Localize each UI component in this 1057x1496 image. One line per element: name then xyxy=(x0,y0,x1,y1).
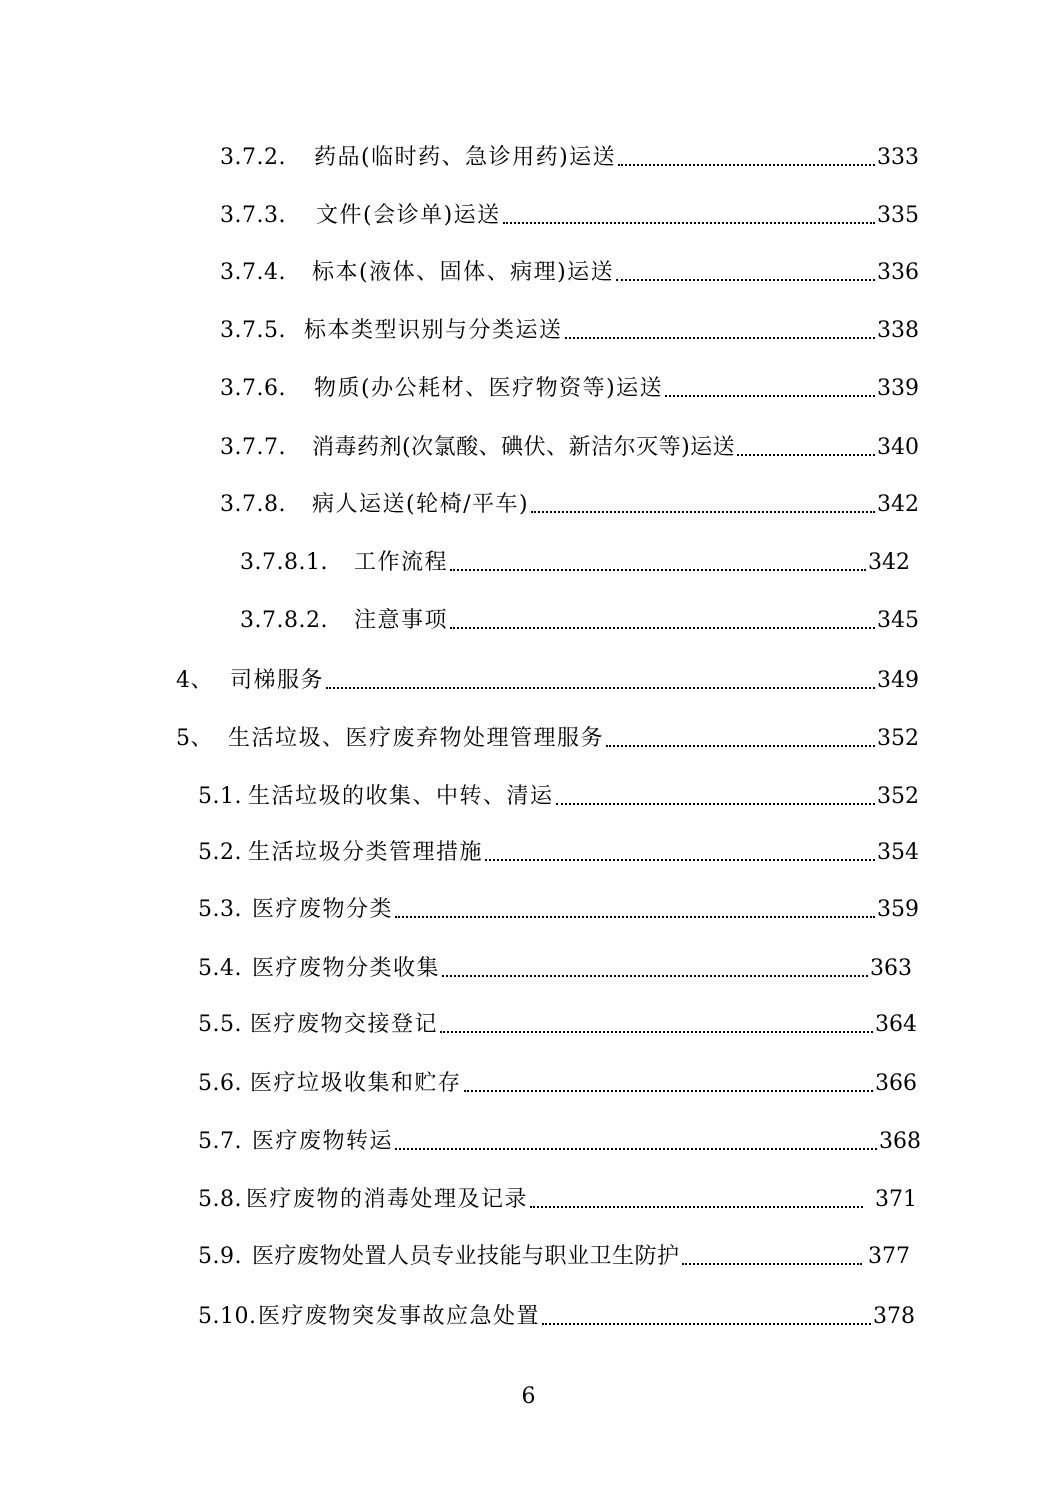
toc-entry[interactable] xyxy=(220,431,919,465)
toc-leader-dots xyxy=(531,510,875,513)
toc-entry-title: 生活垃圾分类管理措施 xyxy=(248,840,484,865)
toc-entry-number: 5.1. xyxy=(198,784,242,809)
toc-entry-page: 345 xyxy=(877,608,919,633)
toc-entry-number: 5.10. xyxy=(198,1304,257,1329)
toc-entry-number: 3.7.8.2. xyxy=(240,608,328,633)
toc-entry[interactable] xyxy=(198,836,919,870)
toc-leader-dots xyxy=(450,626,875,629)
toc-entry-page: 336 xyxy=(877,260,919,285)
toc-entry[interactable] xyxy=(176,722,919,756)
toc-entry-page: 342 xyxy=(868,550,910,575)
toc-entry-title: 医疗废物分类 xyxy=(252,897,394,922)
toc-leader-dots xyxy=(616,278,875,281)
toc-leader-dots xyxy=(395,915,875,918)
toc-entry-number: 3.7.5. xyxy=(220,318,286,343)
toc-entry-number: 5.5. xyxy=(198,1012,242,1037)
toc-entry-number: 3.7.6. xyxy=(220,376,286,401)
toc-entry-page: 352 xyxy=(877,726,919,751)
toc-entry-page: 349 xyxy=(877,668,919,693)
toc-entry-number: 5.6. xyxy=(198,1071,242,1096)
toc-entry-title: 医疗废物转运 xyxy=(252,1129,394,1154)
toc-leader-dots xyxy=(450,568,866,571)
toc-entry-page: 366 xyxy=(875,1071,917,1096)
toc-leader-dots xyxy=(530,1205,863,1208)
toc-leader-dots xyxy=(606,744,875,747)
toc-leader-dots xyxy=(618,163,875,166)
toc-entry-number: 5.3. xyxy=(198,897,242,922)
toc-leader-dots xyxy=(565,336,875,339)
toc-entry-title: 医疗废物突发事故应急处置 xyxy=(258,1304,541,1329)
toc-entry-title: 生活垃圾的收集、中转、清运 xyxy=(248,784,554,809)
toc-entry-number: 3.7.8. xyxy=(220,492,286,517)
toc-entry[interactable] xyxy=(198,1008,917,1042)
toc-entry-title: 物质(办公耗材、医疗物资等)运送 xyxy=(314,376,664,401)
toc-entry-page: 333 xyxy=(877,145,919,170)
toc-leader-dots xyxy=(326,686,875,689)
toc-entry-page: 364 xyxy=(875,1012,917,1037)
toc-entry[interactable] xyxy=(198,1067,917,1101)
toc-entry-title: 医疗废物的消毒处理及记录 xyxy=(246,1187,529,1212)
toc-entry-number: 5、 xyxy=(176,726,213,751)
toc-entry[interactable] xyxy=(198,1300,915,1334)
toc-entry[interactable] xyxy=(220,372,919,406)
toc-entry-page: 371 xyxy=(875,1187,917,1212)
toc-leader-dots xyxy=(737,453,875,456)
toc-leader-dots xyxy=(503,221,875,224)
toc-entry-title: 标本(液体、固体、病理)运送 xyxy=(312,260,615,285)
toc-entry[interactable] xyxy=(198,893,919,927)
toc-entry-number: 3.7.4. xyxy=(220,260,286,285)
toc-entry-page: 340 xyxy=(877,435,919,460)
toc-entry-title: 工作流程 xyxy=(354,550,449,575)
toc-entry-title: 医疗垃圾收集和贮存 xyxy=(250,1071,462,1096)
toc-leader-dots xyxy=(440,1030,873,1033)
toc-entry[interactable] xyxy=(198,952,912,986)
toc-entry[interactable] xyxy=(198,780,919,814)
toc-entry-page: 342 xyxy=(877,492,919,517)
toc-entry[interactable] xyxy=(240,546,910,580)
toc-entry-title: 标本类型识别与分类运送 xyxy=(304,318,563,343)
toc-entry-number: 5.7. xyxy=(198,1129,242,1154)
toc-entry-title: 司梯服务 xyxy=(230,668,325,693)
toc-leader-dots xyxy=(485,858,875,861)
toc-entry-title: 注意事项 xyxy=(354,608,449,633)
toc-entry-number: 5.2. xyxy=(198,840,242,865)
toc-entry-title: 医疗废物分类收集 xyxy=(252,956,441,981)
toc-entry-number: 3.7.8.1. xyxy=(240,550,328,575)
page-number: 6 xyxy=(521,1384,536,1409)
toc-entry[interactable] xyxy=(176,664,919,698)
toc-entry-page: 359 xyxy=(877,897,919,922)
toc-entry[interactable] xyxy=(220,199,919,233)
toc-entry[interactable] xyxy=(220,256,919,290)
toc-entry-page: 352 xyxy=(877,784,919,809)
toc-entry-title: 医疗废物交接登记 xyxy=(250,1012,439,1037)
toc-entry-title: 文件(会诊单)运送 xyxy=(316,203,501,228)
toc-leader-dots xyxy=(395,1147,877,1150)
toc-leader-dots xyxy=(556,802,875,805)
toc-entry-title: 药品(临时药、急诊用药)运送 xyxy=(314,145,617,170)
toc-entry[interactable] xyxy=(220,141,919,175)
toc-entry-page: 363 xyxy=(870,956,912,981)
toc-entry-page: 335 xyxy=(877,203,919,228)
toc-entry[interactable] xyxy=(220,314,919,348)
toc-entry-number: 5.4. xyxy=(198,956,242,981)
toc-entry[interactable] xyxy=(198,1240,910,1274)
toc-leader-dots xyxy=(665,394,875,397)
toc-entry-page: 368 xyxy=(879,1129,921,1154)
toc-entry-number: 5.8. xyxy=(198,1187,242,1212)
toc-entry-page: 378 xyxy=(873,1304,915,1329)
toc-entry-page: 377 xyxy=(868,1244,910,1269)
toc-leader-dots xyxy=(542,1322,871,1325)
toc-leader-dots xyxy=(442,974,868,977)
toc-entry-page: 354 xyxy=(877,840,919,865)
toc-entry-number: 5.9. xyxy=(198,1244,242,1269)
toc-entry-title: 生活垃圾、医疗废弃物处理管理服务 xyxy=(228,726,605,751)
toc-entry[interactable] xyxy=(240,604,919,638)
toc-entry[interactable] xyxy=(198,1183,917,1217)
toc-entry-number: 4、 xyxy=(176,668,213,693)
toc-entry[interactable] xyxy=(198,1125,921,1159)
toc-entry[interactable] xyxy=(220,488,919,522)
toc-leader-dots xyxy=(682,1262,862,1265)
toc-entry-title: 病人运送(轮椅/平车) xyxy=(312,492,530,517)
toc-entry-page: 339 xyxy=(877,376,919,401)
toc-entry-number: 3.7.3. xyxy=(220,203,286,228)
toc-entry-number: 3.7.2. xyxy=(220,145,286,170)
toc-entry-title: 医疗废物处置人员专业技能与职业卫生防护 xyxy=(252,1244,680,1269)
toc-entry-page: 338 xyxy=(877,318,919,343)
toc-entry-title: 消毒药剂(次氯酸、碘伏、新洁尔灭等)运送 xyxy=(312,435,736,460)
toc-leader-dots xyxy=(464,1089,873,1092)
toc-entry-number: 3.7.7. xyxy=(220,435,286,460)
